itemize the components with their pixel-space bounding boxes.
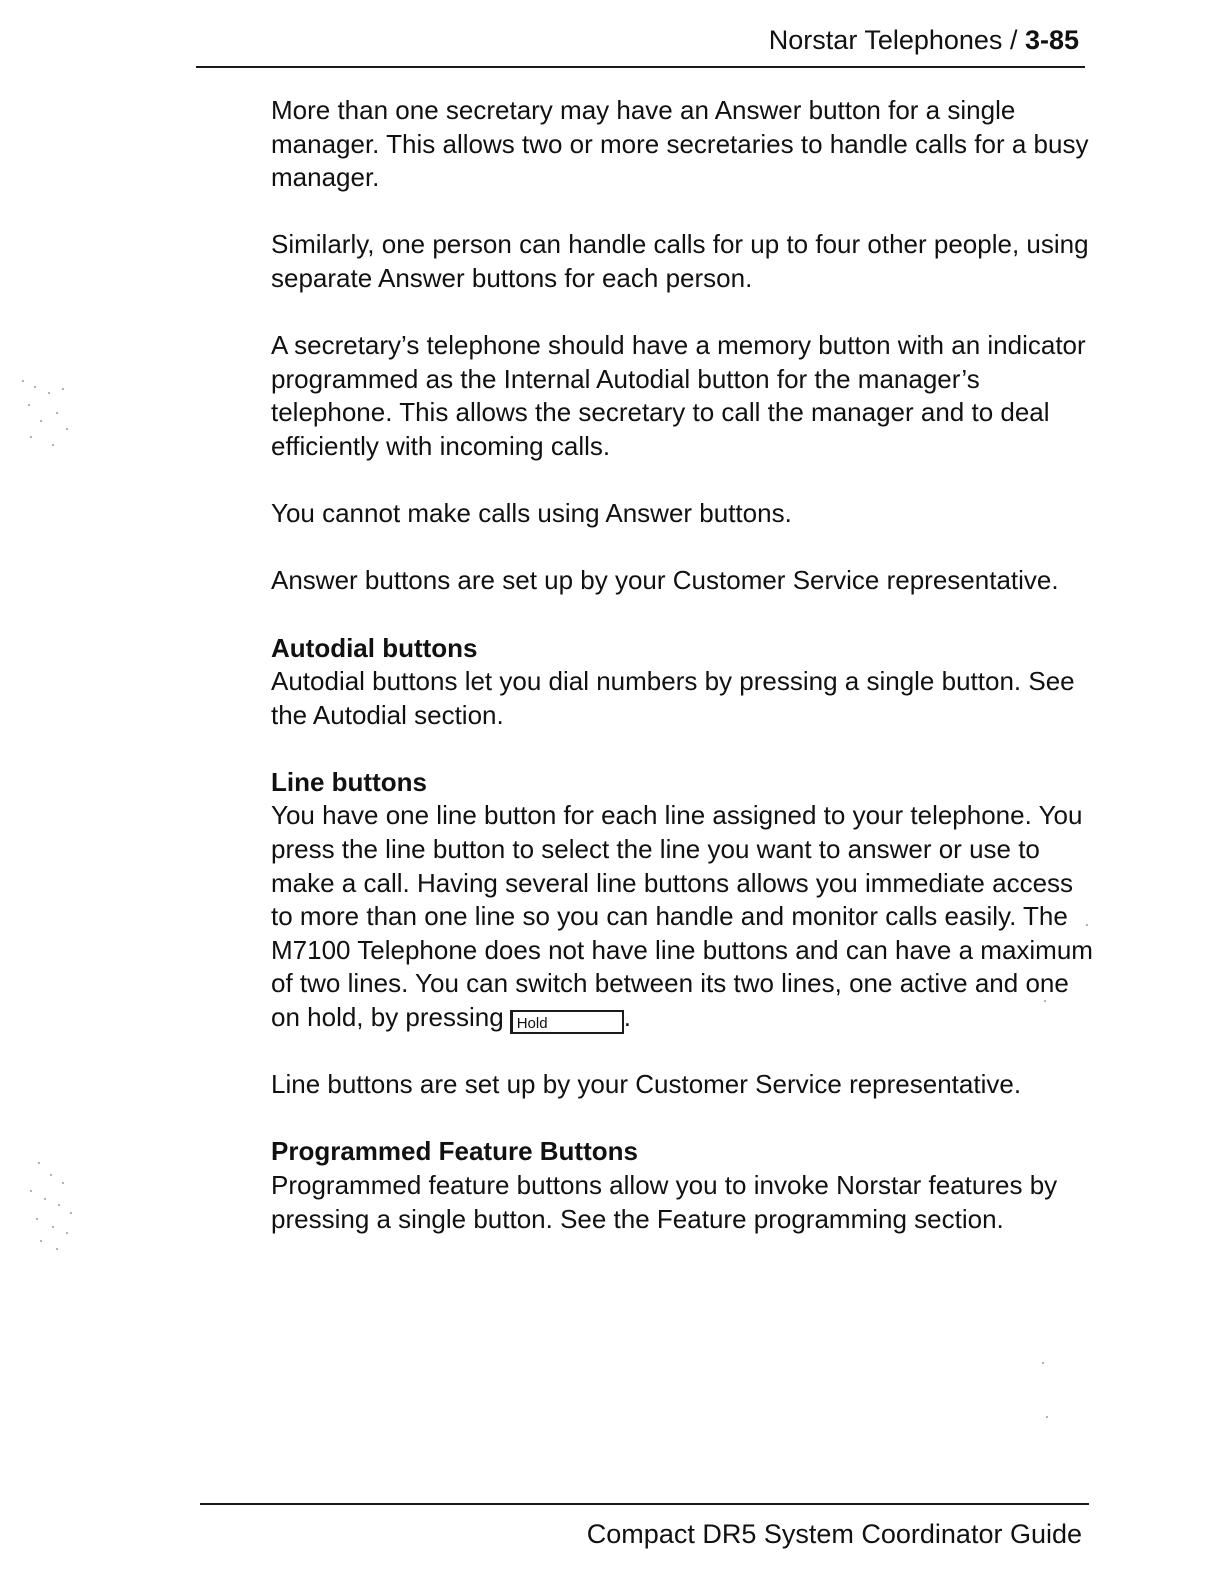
heading-programmed-feature-buttons: Programmed Feature Buttons [271,1136,638,1167]
paragraph-line-buttons [271,799,1101,1034]
page-content [271,94,1101,1236]
line-buttons-text: You have one line button for each line assigned to your telephone. You press the line button to select the line you want to answer or use to make a call. Having several line buttons allows you immediate access to more than one line so you can handle and monitor calls easily. The M7100 Telephone does not have line buttons and can have a maximum of two lines. You can switch between its two lines, one active and one on hold, by pressing [271,800,1093,1033]
paragraph-four-people: Similarly, one person can handle calls for up to four other people, using separate Answer buttons for each person. [271,229,1089,293]
page-number: 3-85 [1024,25,1079,55]
paragraph-line-setup: Line buttons are set up by your Customer Service representative. [271,1069,1022,1100]
paragraph-answer-setup: Answer buttons are set up by your Customer Service representative. [271,565,1059,596]
heading-autodial-buttons: Autodial buttons [271,632,478,663]
header-section: Norstar Telephones / [768,25,1025,55]
footer-rule [200,1503,1089,1505]
hold-key-label: Hold [516,1015,548,1033]
paragraph-autodial: Autodial buttons let you dial numbers by pressing a single button. See the Autodial section. [271,666,1075,730]
paragraph-programmed-features: Programmed feature buttons allow you to invoke Norstar features by pressing a single button. See the Feature programming section. [271,1170,1058,1234]
page-header [196,18,1085,68]
paragraph-secretary-telephone: A secretary’s telephone should have a memory button with an indicator programmed as the Internal Autodial button for the manager’s telephone. This allows the secretary to call the manager and to deal efficiently with incoming calls. [271,330,1086,461]
heading-line-buttons: Line buttons [271,766,427,797]
paragraph-multiple-secretaries: More than one secretary may have an Answer button for a single manager. This allows two or more secretaries to handle calls for a busy manager. [271,95,1089,193]
line-buttons-period: . [623,1002,631,1033]
running-header [769,24,1079,56]
paragraph-cannot-make-calls: You cannot make calls using Answer buttons. [271,498,792,529]
footer-title: Compact DR5 System Coordinator Guide [586,1519,1082,1549]
hold-key-icon [510,1010,624,1034]
